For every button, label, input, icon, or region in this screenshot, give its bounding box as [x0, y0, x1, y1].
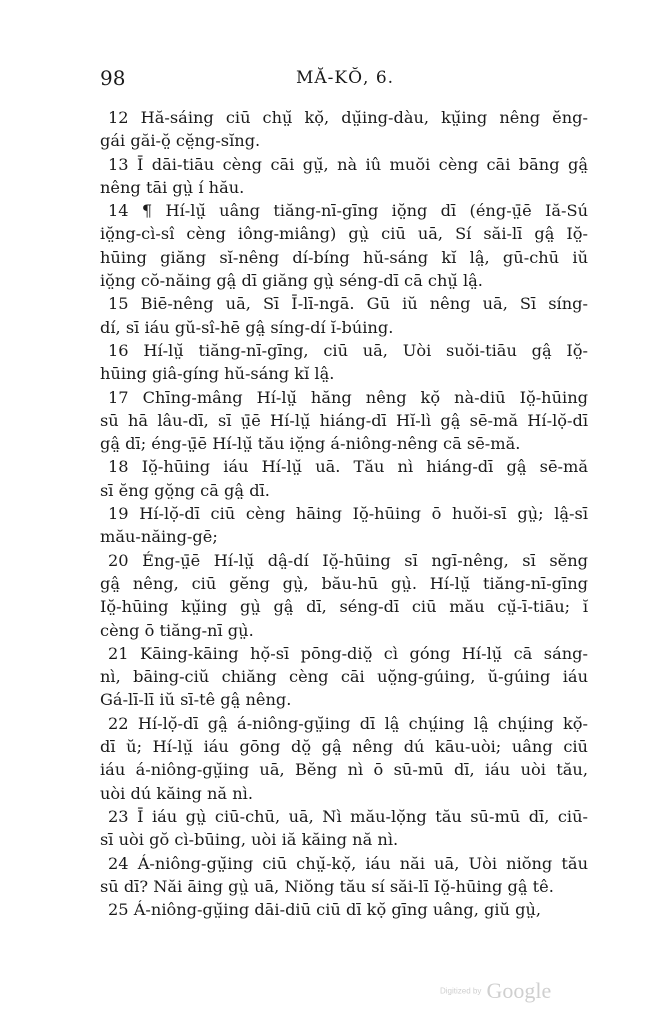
verse-line: Iŏ̤-hūing kṳ̆ing gṳ̀ gâ̤ dī, séng-dī ciū mău cṳ̆-ī-tiāu; ĭ — [100, 597, 588, 617]
verse — [100, 455, 588, 502]
verse-line: 15 Biē-nêng uā, Sī Ī-lī-ngā. Gū iŭ nêng uā, Sī síng- — [108, 294, 588, 314]
watermark-prefix: Digitized by — [440, 986, 482, 996]
page-number: 98 — [100, 66, 126, 90]
verse — [100, 898, 588, 921]
verse — [100, 805, 588, 852]
verse-line: 19 Hí-lọ̆-dī ciū cèng hāing Iŏ̤-hūing ō huŏi-sī gṳ̀; lâ̤-sī — [108, 504, 588, 524]
verse-line: 22 Hí-lọ̆-dī gâ̤ á-niông-gṳ̆ing dī lâ̤ chṳ́ing lâ̤ chṳ́ing kọ̆- — [108, 713, 588, 733]
verse-line: Gá-lī-lī iŭ sī-tê gâ̤ nêng. — [100, 690, 292, 710]
verse-line: dī ŭ; Hí-lṳ̆ iáu gōng dŏ̤ gâ̤ nêng dú kāu-uòi; uâng ciū — [100, 737, 588, 757]
running-head: MĂ-KŎ, 6. — [295, 68, 395, 88]
verse-line: 12 Hă-sáing ciū chṳ̆ kọ̆, dṳ̆ing-dàu, kṳ̆ing nêng ĕng- — [108, 108, 588, 127]
verse-line: gâ̤ nêng, ciū gĕng gṳ̀, bău-hū gṳ̀. Hí-lṳ̆ tiăng-nī-gīng — [100, 573, 588, 593]
verse-line: uòi dú kăing nă nì. — [100, 783, 253, 803]
verse — [100, 712, 588, 805]
google-logo: Google — [486, 978, 552, 1003]
verse-line: dí, sī iáu gŭ-sî-hē gâ̤ síng-dí ĭ-búing. — [100, 317, 394, 337]
verse-line: hūing giâ-gíng hŭ-sáng kĭ lâ̤. — [100, 364, 335, 384]
body-text — [100, 106, 588, 921]
verse-line: iŏ̤ng cŏ-năing gâ̤ dī giăng gṳ̀ séng-dī cā chṳ̆ lâ̤. — [100, 271, 483, 291]
verse — [100, 292, 588, 339]
verse-line: 21 Kāing-kāing họ̆-sī pōng-diŏ̤ cì góng Hí-lṳ̆ cā sáng- — [108, 643, 588, 663]
verse-line: 17 Chīng-mâng Hí-lṳ̆ hăng nêng kọ̆ nà-diū Iŏ̤-hūing — [108, 387, 588, 407]
verse-line: 16 Hí-lṳ̆ tiăng-nī-gīng, ciū uā, Uòi suŏi-tiāu gâ̤ Iŏ̤- — [108, 340, 588, 360]
verse-line: mău-năing-gē; — [100, 527, 218, 547]
verse-line: hūing giăng sĭ-nêng dí-bíng hŭ-sáng kĭ lâ̤, gū-chū iŭ — [100, 247, 588, 267]
page-header — [100, 66, 590, 96]
verse — [100, 106, 588, 153]
verse-line: sū hā lâu-dī, sī ṳ̄ē Hí-lṳ̆ hiáng-dī Hĭ-lì gâ̤ sē-mă Hí-lọ̆-dī — [100, 410, 588, 430]
verse-line: 23 Ī iáu gṳ̀ ciū-chū, uā, Nì mău-lọ̆ng tău sū-mū dī, ciū- — [108, 806, 588, 826]
verse-line: sī ĕng gŏ̤ng cā gâ̤ dī. — [100, 480, 270, 500]
verse — [100, 852, 588, 899]
verse-line: 13 Ī dāi-tiāu cèng cāi gṳ̆, nà iû muŏi cèng cāi bāng gâ̤ — [108, 154, 588, 174]
verse-line: sū dī? Năi āing gṳ̀ uā, Niŏng tău sí săi-lī Iŏ̤-hūing gâ̤ tê. — [100, 876, 554, 896]
verse — [100, 199, 588, 292]
verse-line: 24 Á-niông-gṳ̆ing ciū chṳ̆-kọ̆, iáu năi uā, Uòi niŏng tău — [108, 853, 588, 873]
verse-line: 18 Iŏ̤-hūing iáu Hí-lṳ̆ uā. Tău nì hiáng-dī gâ̤ sē-mă — [108, 457, 588, 477]
verse-line: 14 ¶ Hí-lṳ̆ uâng tiăng-nī-gīng iŏ̤ng dī (éng-ṳ̄ē Iă-Sú — [108, 201, 588, 221]
verse — [100, 549, 588, 642]
verse-line: gái găi-ŏ̤ cĕ̤ng-sĭng. — [100, 131, 261, 151]
verse — [100, 339, 588, 386]
verse-line: cèng ō tiăng-nī gṳ̀. — [100, 620, 254, 640]
verse — [100, 642, 588, 712]
verse-line: 20 Éng-ṳ̄ē Hí-lṳ̆ dâ̤-dí Iŏ̤-hūing sī ngī-nêng, sī sĕng — [108, 550, 588, 570]
verse-line: nì, bāing-ciŭ chiăng cèng cāi uŏ̤ng-gúing, ŭ-gúing iáu — [100, 667, 588, 687]
digitized-by-google-watermark — [440, 978, 551, 1004]
verse-line: iáu á-niông-gṳ̆ing uā, Bĕng nì ō sū-mū dī, iáu uòi tău, — [100, 760, 588, 780]
verse — [100, 153, 588, 200]
verse-line: gâ̤ dī; éng-ṳ̄ē Hí-lṳ̆ tău iŏ̤ng á-niông-nêng cā sē-mă. — [100, 434, 521, 454]
verse — [100, 386, 588, 456]
verse — [100, 502, 588, 549]
verse-line: nêng tāi gṳ̀ í hău. — [100, 177, 245, 197]
verse-line: iŏ̤ng-cì-sî cèng iông-miâng) gṳ̀ ciū uā, Sí săi-lī gâ̤ Iŏ̤- — [100, 224, 588, 244]
verse-line: 25 Á-niông-gṳ̆ing dāi-diū ciū dī kọ̆ gīng uâng, giŭ gṳ̀, — [108, 900, 542, 920]
verse-line: sī uòi gŏ cì-būing, uòi iă kăing nă nì. — [100, 830, 399, 850]
